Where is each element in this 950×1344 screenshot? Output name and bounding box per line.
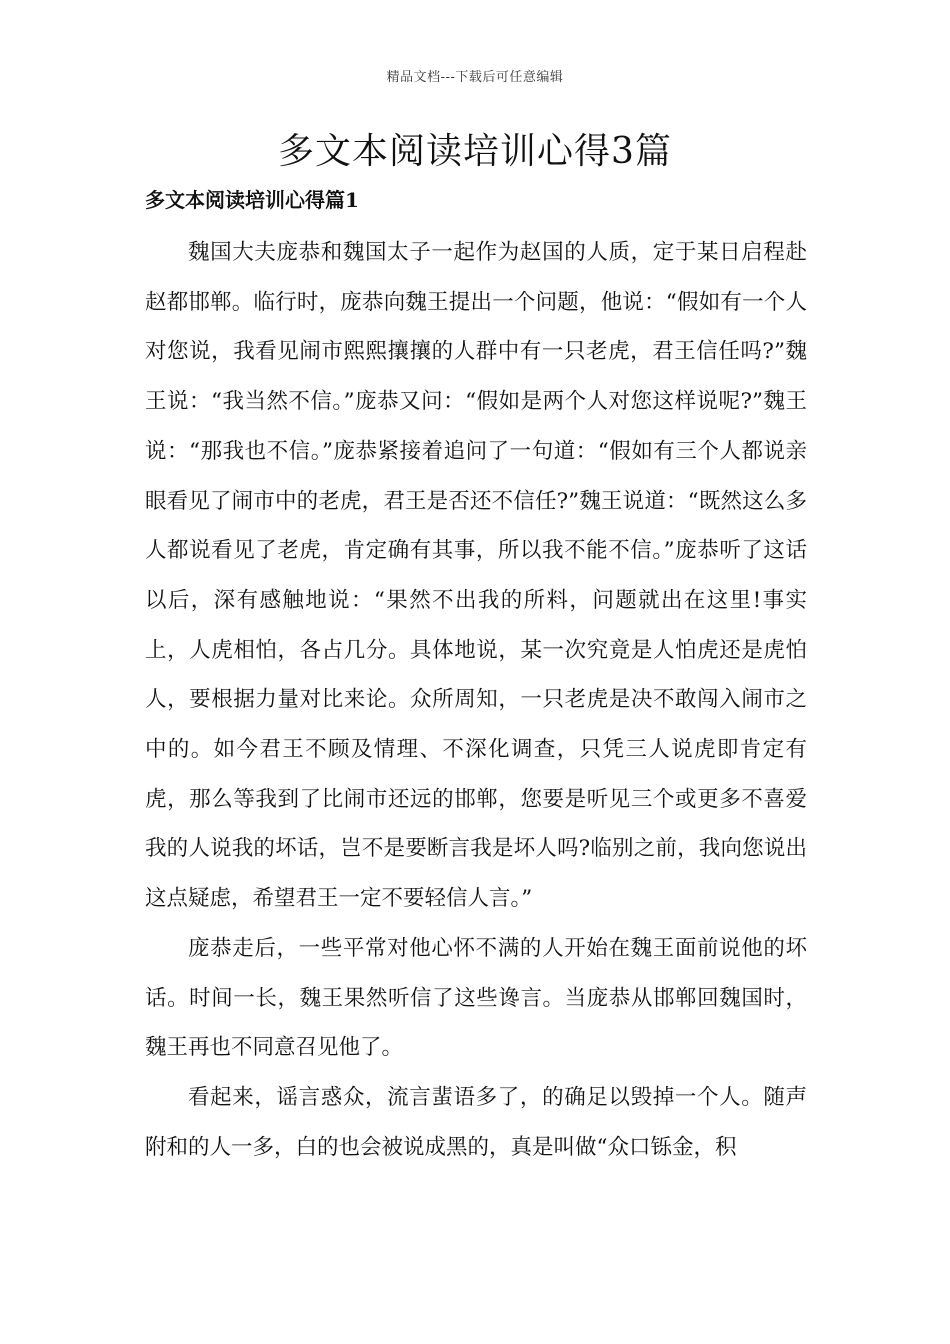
body-text: [145, 228, 807, 1172]
document-title: 多文本阅读培训心得3篇: [278, 131, 672, 172]
header-note: 精品文档---下载后可任意编辑: [386, 70, 564, 85]
paragraph: 魏国大夫庞恭和魏国太子一起作为赵国的人质，定于某日启程赴赵都邯郸。临行时，庞恭向魏王提出一个问题，他说：“假如有一个人对您说，我看见闹市熙熙攘攘的人群中有一只老虎，君王信任吗?”魏王说：“我当然不信。”庞恭又问：“假如是两个人对您这样说呢?”魏王说：“那我也不信。”庞恭紧接着追问了一句道：“假如有三个人都说亲眼看见了闹市中的老虎，君王是否还不信任?”魏王说道：“既然这么多人都说看见了老虎，肯定确有其事，所以我不能不信。”庞恭听了这话以后，深有感触地说：“果然不出我的所料，问题就出在这里!事实上，人虎相怕，各占几分。具体地说，某一次究竟是人怕虎还是虎怕人，要根据力量对比来论。众所周知，一只老虎是决不敢闯入闹市之中的。如今君王不顾及情理、不深化调查，只凭三人说虎即肯定有虎，那么等我到了比闹市还远的邯郸，您要是听见三个或更多不喜爱我的人说我的坏话，岂不是要断言我是坏人吗?临别之前，我向您说出这点疑虑，希望君王一定不要轻信人言。”: [145, 240, 807, 912]
paragraph: 庞恭走后，一些平常对他心怀不满的人开始在魏王面前说他的坏话。时间一长，魏王果然听信了这些谗言。当庞恭从邯郸回魏国时，魏王再也不同意召见他了。: [145, 935, 807, 1061]
section-title: 多文本阅读培训心得篇1: [145, 188, 359, 212]
paragraph: 看起来，谣言惑众，流言蜚语多了，的确足以毁掉一个人。随声附和的人一多，白的也会被说成黑的，真是叫做“众口铄金，积: [145, 1084, 807, 1160]
